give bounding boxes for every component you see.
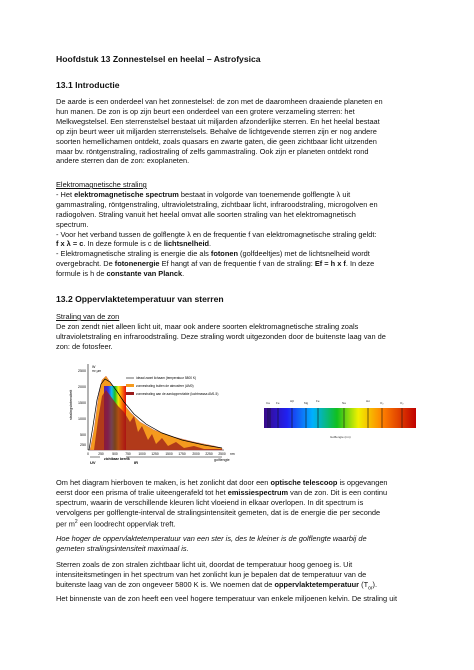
- text-line: soorten hemellichamen ontdekt, zoals quasars en zwarte gaten, die geen zichtbaar licht uitzenden: [56, 136, 377, 146]
- text-line: overgebracht. De fotonenergie Ef hangt af van de frequentie f van de straling: Ef = h x f. In deze: [56, 259, 375, 269]
- em-radiation-section: [56, 180, 430, 279]
- intro-paragraph: [56, 97, 430, 166]
- x-tick: 500: [112, 452, 118, 456]
- line-label: Fe: [276, 401, 280, 405]
- text-line: radiogolven. Straling vanuit het heelal omvat alle soorten straling van het elektromagnetisch: [56, 209, 356, 219]
- y-axis-label: stralingsintensiteit: [69, 389, 73, 420]
- page-title: Hoofdstuk 13 Zonnestelsel en heelal – Astrofysica: [56, 54, 261, 64]
- x-tick: 2250: [205, 452, 213, 456]
- text-line: hun manen. De zon is op zijn beurt een onderdeel van een grotere verzameling sterren: het: [56, 106, 355, 116]
- text-line: De zon zendt niet alleen licht uit, maar ook andere soorten elektromagnetische straling zoals: [56, 321, 359, 331]
- y-tick: 2000: [78, 385, 86, 389]
- absorption-spectrum-figure: [260, 396, 420, 444]
- line-label: Ca: [266, 401, 270, 405]
- y-tick: 250: [80, 443, 86, 447]
- x-unit: nm: [230, 452, 235, 456]
- text-line: gemeten stralingsintensiteit maximaal is.: [56, 543, 189, 553]
- text-line: spectrum.: [56, 219, 89, 229]
- sun-radiation-section: [56, 312, 430, 352]
- line-label: Hβ: [290, 399, 294, 403]
- solar-spectrum-figure: [64, 360, 242, 472]
- text-line: zon: de fotosfeer.: [56, 341, 113, 351]
- y-unit-2: m² μm: [92, 369, 102, 373]
- bullet-spectrum: - Het elektromagnetische spectrum bestaat in volgorde van toenemende golflengte λ uit: [56, 189, 351, 199]
- text-line: intensiteitsmetingen in het spectrum van het zonlicht kun je bepalen dat de temperatuur van de: [56, 569, 367, 579]
- x-tick: 1500: [165, 452, 173, 456]
- legend-am15: zonnestraling aan de aardoppervlakte (luchtmassa AM1.5): [136, 392, 219, 396]
- y-tick: 1000: [78, 417, 86, 421]
- line-label: Fe: [316, 399, 320, 403]
- text-line: formule is h de constante van Planck.: [56, 269, 185, 279]
- x-axis-label: golflengte: [214, 458, 230, 462]
- text-line: Melkwegstelsel. Een sterrenstelsel bestaat uit miljarden afzonderlijke sterren. En het heelal bestaat: [56, 116, 380, 126]
- section-heading-13-2: 13.2 Oppervlaktetemperatuur van sterren: [56, 294, 224, 304]
- x-tick: 750: [125, 452, 131, 456]
- x-tick: 2000: [192, 452, 200, 456]
- text-line: Het binnenste van de zon heeft een veel hogere temperatuur van enkele miljoenen kelvin. De straling uit: [56, 594, 398, 604]
- x-tick: 1000: [138, 452, 146, 456]
- text-line: Sterren zoals de zon stralen zichtbaar licht uit, doordat de temperatuur hoog genoeg is. Uit: [56, 560, 353, 569]
- line-label: Hα: [366, 399, 370, 403]
- text-line: gammastraling, röntgenstraling, ultravioletstraling, zichtbaar licht, infraroodstraling, microgolven en: [56, 199, 378, 209]
- formula-line: f x λ = c. In deze formule is c de lichtsnelheid.: [56, 239, 212, 249]
- subheading-em-radiation: Elektromagnetische straling: [56, 180, 147, 189]
- bullet-wavelength: - Voor het verband tussen de golflengte λ en de frequentie f van elektromagnetische straling geldt:: [56, 229, 377, 239]
- y-tick: 1500: [78, 401, 86, 405]
- text-line: maar bv. röntgenstraling, radiostraling of zelfs gammastraling. Ook zijn er planeten ontdekt rond: [56, 146, 369, 156]
- diagram-explanation: [56, 478, 430, 529]
- x-tick: 1250: [151, 452, 159, 456]
- legend-am0: zonnestraling buiten de atmosfeer (AM0): [136, 384, 194, 388]
- spectrum-strip: [264, 408, 416, 428]
- text-line: Hoe hoger de oppervlaktetemperatuur van een ster is, des te kleiner is de golflengte waarbij de: [56, 534, 367, 543]
- band-visible: zichtbaar bereik: [104, 457, 130, 461]
- spectrum-caption: Golflengte (nm): [330, 435, 351, 439]
- text-line: buitenste laag van de zon ongeveer 5800 K is. We noemen dat de oppervlaktetemperatuur $(T_{or})$.: [56, 579, 378, 592]
- line-label: Mg: [304, 401, 309, 405]
- x-tick: 0: [87, 452, 89, 456]
- section-heading-13-1: 13.1 Introductie: [56, 80, 120, 90]
- legend-blackbody: ideaal zwart lichaam (temperatuur 5800 K): [136, 376, 197, 380]
- y-unit: W: [92, 365, 96, 369]
- text-line: op zijn beurt weer uit miljarden sterrenstelsels. Behalve de lichtgevende sterren zijn er nog andere: [56, 126, 377, 136]
- text-line: andere sterren dan de zon: exoplaneten.: [56, 156, 190, 166]
- surface-temperature-paragraph: [56, 560, 430, 604]
- line-label: O₂: [400, 401, 404, 405]
- text-line: spectrum, waarin de verschillende kleuren licht vloeiend in elkaar overlopen. In dit spectrum is: [56, 497, 364, 507]
- y-tick: 2500: [78, 369, 86, 373]
- subheading-sun-radiation: Straling van de zon: [56, 312, 120, 321]
- text-line: De aarde is een onderdeel van het zonnestelsel: de zon met de daaromheen draaiende planeten en: [56, 97, 383, 106]
- text-line: ultravioletstraling en infraroodstraling. Deze straling wordt uitgezonden door de buitenste laag van de: [56, 331, 386, 341]
- text-line: eerst door een prisma of tralie uiteengerafeld tot het emissiespectrum van de zon. Dit is een continu: [56, 487, 388, 497]
- y-tick: 500: [80, 433, 86, 437]
- x-tick: 250: [98, 452, 104, 456]
- band-uv: UV: [90, 460, 96, 465]
- x-tick: 1750: [178, 452, 186, 456]
- band-ir: IR: [134, 460, 138, 465]
- text-line: Om het diagram hierboven te maken, is het zonlicht dat door een optische telescoop is opgevangen: [56, 478, 388, 487]
- text-line: vervolgens per golflengte-interval de stralingsintensiteit gemeten, dat is de energie die per seconde: [56, 507, 381, 517]
- x-tick: 2500: [218, 452, 226, 456]
- line-label: O₂: [380, 401, 384, 405]
- italic-rule: [56, 534, 430, 554]
- bullet-photons: - Elektromagnetische straling is energie die als fotonen (golfdeeltjes) met de lichtsnelheid wordt: [56, 249, 370, 259]
- line-label: Na: [342, 401, 346, 405]
- text-line: per $m^2$ een loodrecht oppervlak treft.: [56, 518, 176, 529]
